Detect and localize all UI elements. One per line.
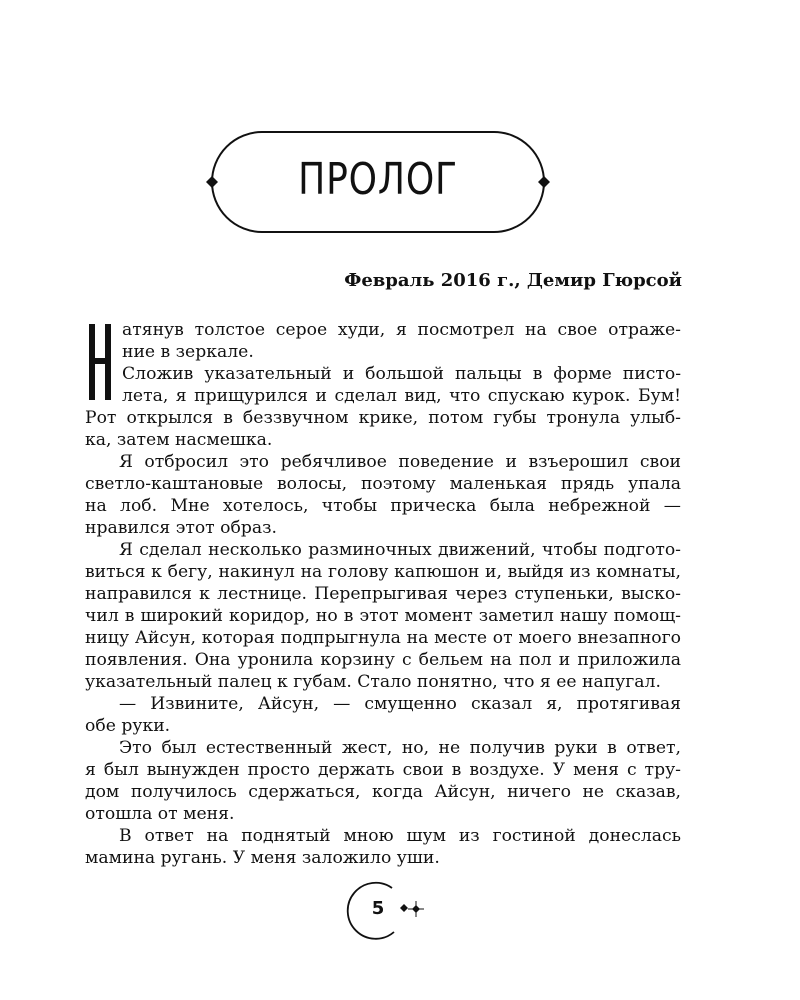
text-line: Я сделал несколько разминочных движений, чтобы подгото- xyxy=(119,540,681,560)
text-line: указательный палец к губам. Стало понятно, что я ее напугал. xyxy=(85,672,661,692)
chapter-title-frame xyxy=(198,128,558,236)
body-text xyxy=(85,319,681,869)
text-line: Я отбросил это ребячливое поведение и взъерошил свои xyxy=(119,452,681,472)
text-line: ка, затем насмешка. xyxy=(85,430,273,450)
text-line: я был вынужден просто держать свои в воздухе. У меня с тру- xyxy=(85,760,681,780)
sparkle-icon xyxy=(400,904,408,912)
chapter-title: ПРОЛОГ xyxy=(298,154,458,205)
text-line: атянув толстое серое худи, я посмотрел на свое отраже- xyxy=(122,320,681,340)
text-line: — Извините, Айсун, — смущенно сказал я, протягивая xyxy=(119,694,681,714)
page-number-ornament xyxy=(330,876,430,946)
text-line: В ответ на поднятый мною шум из гостиной донеслась xyxy=(119,826,681,846)
page-number: 5 xyxy=(371,898,385,919)
text-line: Это был естественный жест, но, не получив руки в ответ, xyxy=(119,738,681,758)
text-line: на лоб. Мне хотелось, чтобы прическа была небрежной — xyxy=(85,496,681,516)
text-line: светло-каштановые волосы, поэтому маленькая прядь упала xyxy=(85,474,681,494)
text-line: мамина ругань. У меня заложило уши. xyxy=(85,848,440,868)
text-line: чил в широкий коридор, но в этот момент заметил нашу помощ- xyxy=(85,606,681,626)
text-line: ние в зеркале. xyxy=(122,342,254,362)
chapter-byline: Февраль 2016 г., Демир Гюрсой xyxy=(344,270,682,291)
text-line: Сложив указательный и большой пальцы в форме писто- xyxy=(122,364,681,384)
text-line: лета, я прищурился и сделал вид, что спускаю курок. Бум! xyxy=(122,386,681,406)
text-line: ницу Айсун, которая подпрыгнула на месте от моего внезапного xyxy=(85,628,681,648)
text-line: Рот открылся в беззвучном крике, потом губы тронула улыб- xyxy=(85,408,681,428)
left-diamond-ornament xyxy=(206,176,218,188)
text-line: направился к лестнице. Перепрыгивая через ступеньки, выско- xyxy=(85,584,681,604)
text-line: появления. Она уронила корзину с бельем на пол и приложила xyxy=(85,650,681,670)
text-line: нравился этот образ. xyxy=(85,518,277,538)
right-diamond-ornament xyxy=(538,176,550,188)
text-line: дом получилось сдержаться, когда Айсун, ничего не сказав, xyxy=(85,782,681,802)
text-line: обе руки. xyxy=(85,716,171,736)
text-line: виться к бегу, накинул на голову капюшон и, выйдя из комнаты, xyxy=(85,562,681,582)
text-line: отошла от меня. xyxy=(85,804,235,824)
